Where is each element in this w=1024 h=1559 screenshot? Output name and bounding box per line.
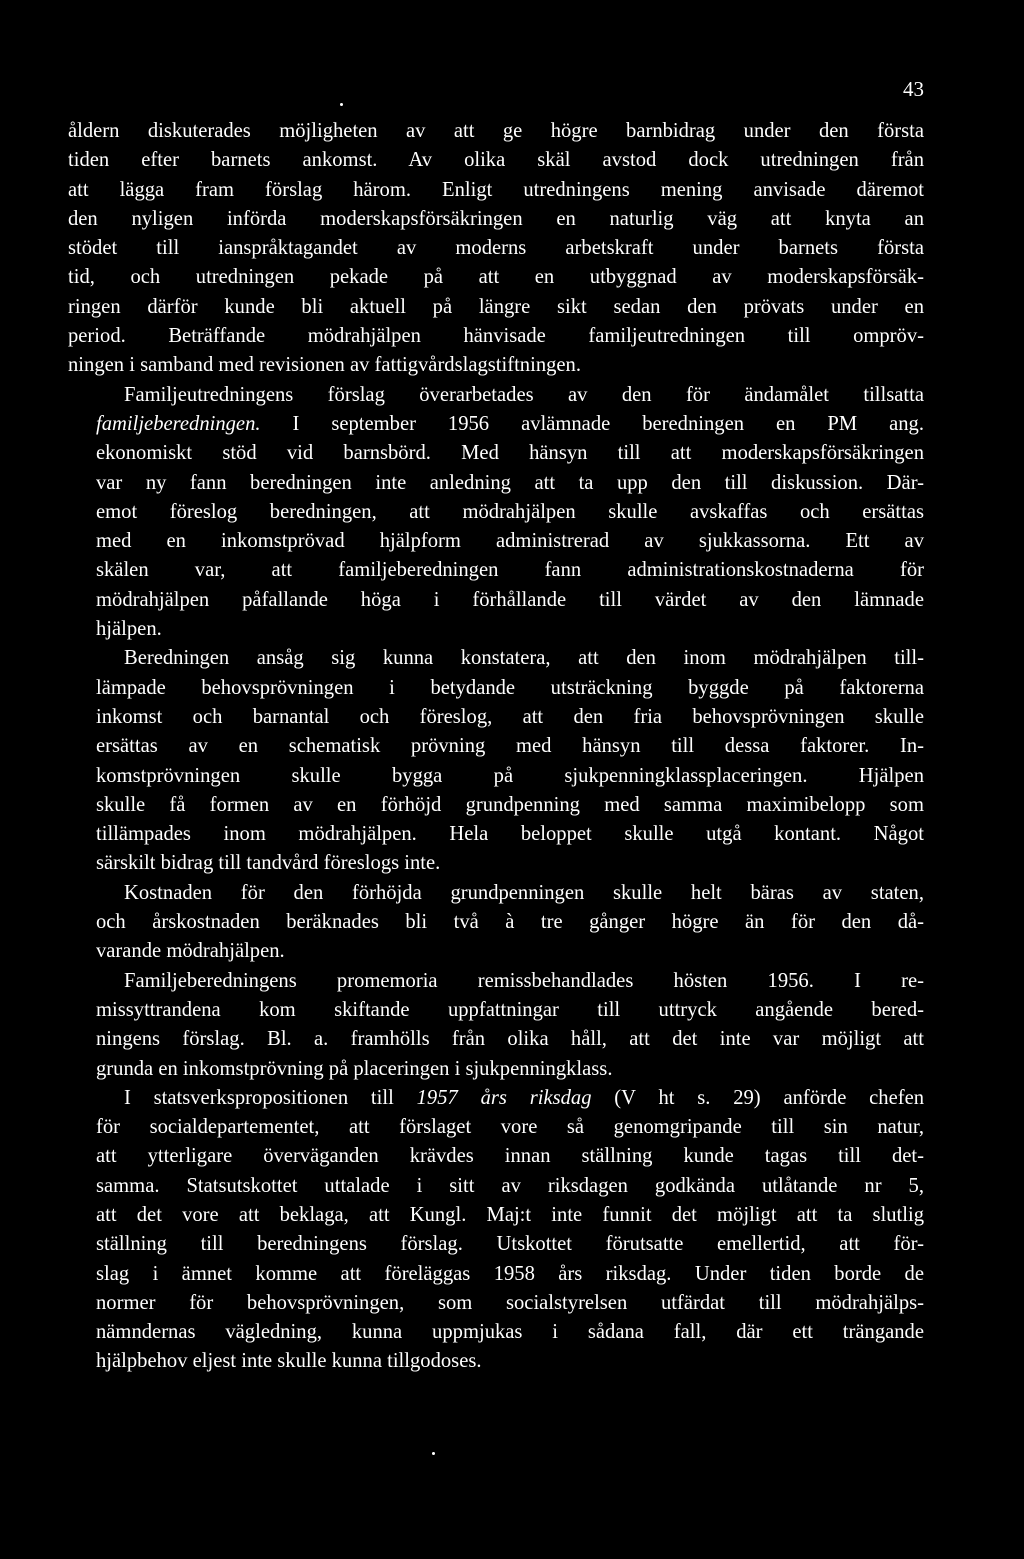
text-line: särskilt bidrag till tandvård föreslogs inte. (96, 852, 441, 875)
paragraph (68, 1084, 924, 1377)
text-line: för socialdepartementet, att förslaget vore så genomgripande till sin natur, (96, 1116, 924, 1139)
text-line: tiden efter barnets ankomst. Av olika skäl avstod dock utredningen från (68, 149, 924, 172)
text-line: familjeberedningen. I september 1956 avlämnade beredningen en PM ang. (96, 412, 924, 435)
text-line: att det vore att beklaga, att Kungl. Maj:t inte funnit det möjligt att ta slutlig (96, 1203, 924, 1226)
text-line: Kostnaden för den förhöjda grundpenningen skulle helt bäras av staten, (124, 881, 924, 904)
text-line: hjälpbehov eljest inte skulle kunna tillgodoses. (96, 1350, 482, 1373)
text-line: att lägga fram förslag härom. Enligt utredningens mening anvisade däremot (68, 178, 924, 201)
stray-dot-bottom (432, 1452, 435, 1455)
text-line: åldern diskuterades möjligheten av att ge högre barnbidrag under den första (68, 120, 924, 142)
text-line: skulle få formen av en förhöjd grundpenning med samma maximibelopp som (96, 793, 924, 816)
text-line: slag i ämnet komme att föreläggas 1958 års riksdag. Under tiden borde de (96, 1262, 924, 1285)
text-line: den nyligen införda moderskapsförsäkringen en naturlig väg att knyta an (68, 207, 924, 230)
text-line: ningen i samband med revisionen av fattigvårdslagstiftningen. (68, 354, 582, 377)
text-line: ringen därför kunde bli aktuell på längre sikt sedan den prövats under en (68, 295, 924, 318)
body-text (68, 117, 924, 1377)
text-line: och årskostnaden beräknades bli två à tre gånger högre än för den då- (96, 911, 924, 934)
page-number: 43 (903, 77, 924, 101)
text-line: Familjeberedningens promemoria remissbehandlades hösten 1956. I re- (124, 969, 924, 992)
text-line: lämpade behovsprövningen i betydande utsträckning byggde på faktorerna (96, 676, 924, 699)
text-line: I statsverkspropositionen till 1957 års riksdag (V ht s. 29) anförde chefen (124, 1086, 925, 1109)
paragraph (68, 967, 924, 1084)
text-line: stödet till ianspråktagandet av moderns arbetskraft under barnets första (68, 237, 924, 260)
paragraph (68, 381, 924, 645)
text-line: tid, och utredningen pekade på att en utbyggnad av moderskapsförsäk- (68, 266, 924, 289)
text-line: ersättas av en schematisk prövning med hänsyn till dessa faktorer. In- (96, 735, 924, 758)
text-line: hjälpen. (96, 618, 162, 641)
text-line: emot föreslog beredningen, att mödrahjälpen skulle avskaffas och ersättas (96, 500, 924, 523)
text-line: skälen var, att familjeberedningen fann administrationskostnaderna för (96, 559, 924, 582)
text-line: ekonomiskt stöd vid barnsbörd. Med hänsyn till att moderskapsförsäkringen (96, 442, 924, 465)
text-line: inkomst och barnantal och föreslog, att den fria behovsprövningen skulle (96, 705, 924, 728)
text-line: grunda en inkomstprövning på placeringen i sjukpenningklass. (96, 1057, 613, 1080)
text-line: komstprövningen skulle bygga på sjukpenningklassplaceringen. Hjälpen (96, 764, 924, 787)
text-line: mödrahjälpen påfallande höga i förhållande till värdet av den lämnade (96, 588, 924, 611)
text-line: att ytterligare överväganden krävdes innan ställning kunde tagas till det- (96, 1145, 924, 1168)
text-line: period. Beträffande mödrahjälpen hänvisade familjeutredningen till ompröv- (68, 325, 924, 348)
text-line: normer för behovsprövningen, som socialstyrelsen utfärdat till mödrahjälps- (96, 1291, 924, 1314)
text-line: Beredningen ansåg sig kunna konstatera, att den inom mödrahjälpen till- (124, 647, 924, 670)
paragraph (68, 879, 924, 967)
text-line: samma. Statsutskottet uttalade i sitt av riksdagen godkända utlåtande nr 5, (96, 1174, 924, 1197)
text-line: missyttrandena kom skiftande uppfattningar till uttryck angående bered- (96, 998, 924, 1021)
text-line: med en inkomstprövad hjälpform administrerad av sjukkassorna. Ett av (96, 530, 924, 553)
text-line: ställning till beredningens förslag. Utskottet förutsatte emellertid, att för- (96, 1233, 924, 1256)
paragraph (68, 644, 924, 878)
text-line: var ny fann beredningen inte anledning att ta upp den till diskussion. Där- (96, 471, 924, 494)
text-line: Familjeutredningens förslag överarbetades av den för ändamålet tillsatta (124, 383, 924, 406)
text-line: varande mödrahjälpen. (96, 940, 285, 963)
text-line: ningens förslag. Bl. a. framhölls från olika håll, att det inte var möjligt att (96, 1028, 924, 1051)
paragraph (68, 117, 924, 381)
text-line: tillämpades inom mödrahjälpen. Hela beloppet skulle utgå kontant. Något (96, 823, 924, 846)
stray-dot-top (340, 103, 343, 106)
text-line: nämndernas vägledning, kunna uppmjukas i sådana fall, där ett trängande (96, 1321, 924, 1344)
